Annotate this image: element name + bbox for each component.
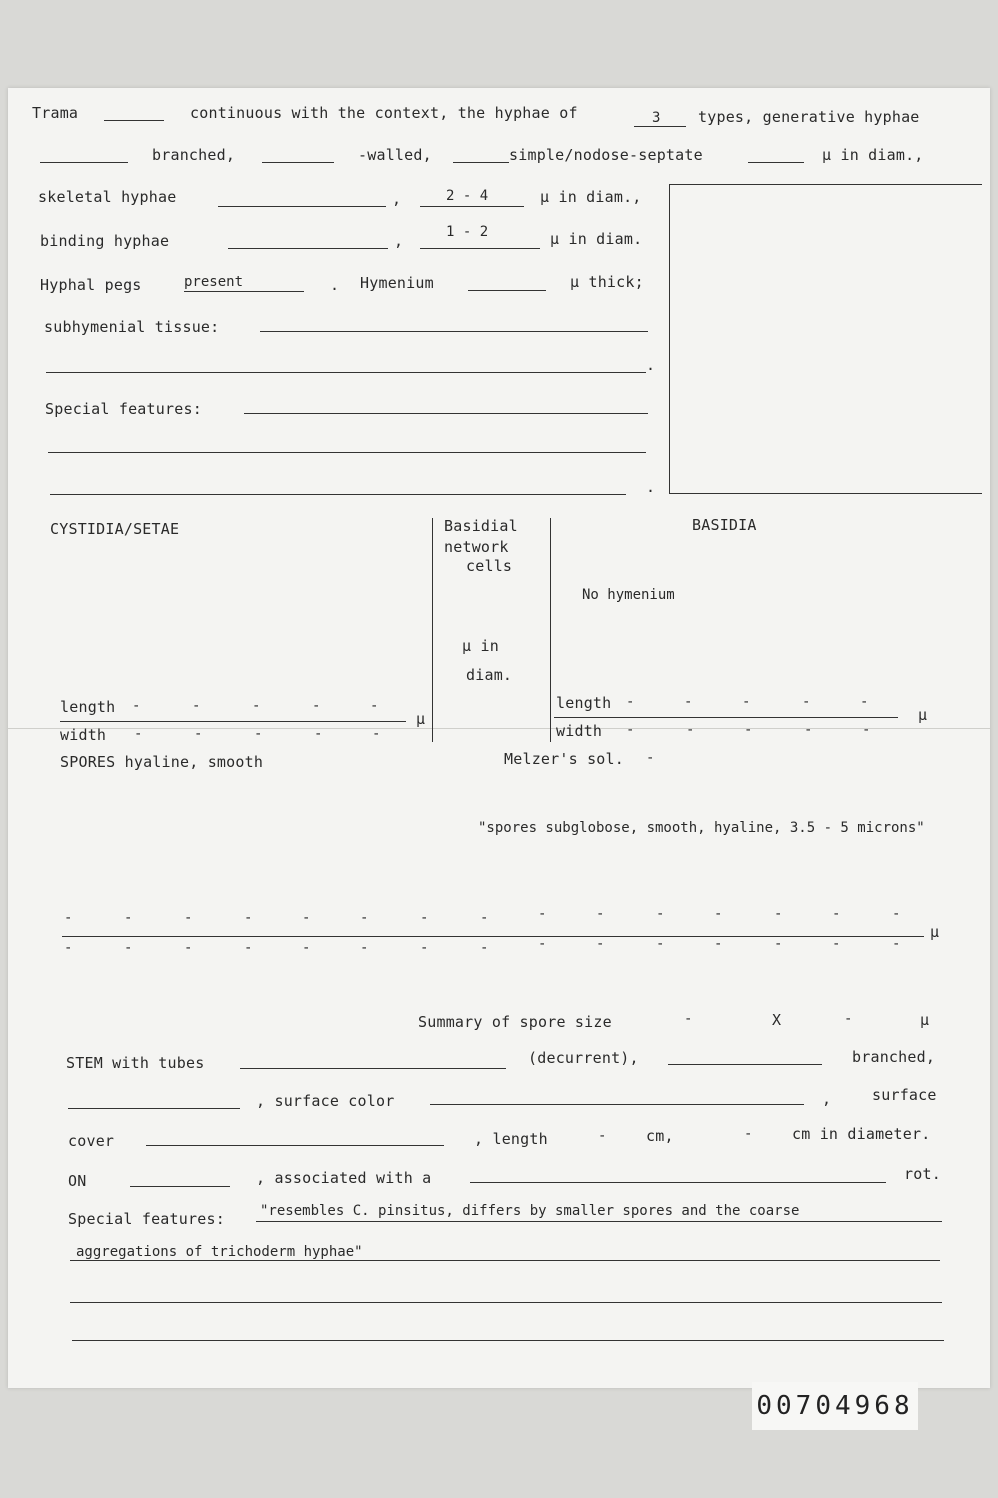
- dash: -: [744, 722, 753, 738]
- dash: -: [714, 906, 723, 922]
- dash: -: [302, 940, 311, 956]
- dash: -: [244, 940, 253, 956]
- skeletal-value: 2 - 4: [446, 188, 489, 204]
- dash: -: [892, 936, 901, 952]
- hymenium-label: Hymenium: [360, 274, 434, 292]
- dash: -: [742, 694, 751, 710]
- summary-label: Summary of spore size: [418, 1013, 612, 1031]
- binding-value-line: [420, 248, 540, 249]
- basidia-length-label: length: [556, 694, 612, 712]
- hymenium-blank: [468, 290, 546, 291]
- binding-blank: [228, 248, 388, 249]
- dash: -: [832, 936, 841, 952]
- dash: -: [686, 722, 695, 738]
- summary-dash-2: -: [844, 1011, 853, 1027]
- surface-comma: ,: [822, 1090, 832, 1108]
- pegs-dot: .: [330, 276, 340, 294]
- dash: -: [64, 910, 73, 926]
- divider-left: [432, 518, 433, 742]
- dash: -: [302, 910, 311, 926]
- length-dash: -: [598, 1128, 607, 1144]
- cover-blank: [146, 1145, 444, 1146]
- branched-label: branched,: [152, 146, 236, 164]
- basidia-width-label: width: [556, 722, 603, 740]
- associated-label: , associated with a: [256, 1169, 432, 1187]
- period-1: .: [646, 356, 656, 374]
- basidia-mu: µ: [918, 706, 928, 724]
- dash: -: [252, 698, 261, 714]
- types-blank: [634, 126, 686, 127]
- cystidia-divider: [60, 721, 406, 722]
- dash: -: [656, 936, 665, 952]
- stem-special-blank-3: [70, 1302, 942, 1303]
- dash: -: [370, 698, 379, 714]
- pegs-label: Hyphal pegs: [40, 276, 142, 294]
- basidia-header: BASIDIA: [692, 516, 757, 534]
- dash: -: [420, 940, 429, 956]
- special-label: Special features:: [45, 400, 202, 418]
- dash: -: [184, 940, 193, 956]
- diam-dash: -: [744, 1126, 753, 1142]
- length-label: , length: [474, 1130, 548, 1148]
- dash: -: [538, 906, 547, 922]
- basidial-line2: network: [444, 538, 509, 556]
- period-2: .: [646, 478, 656, 496]
- stem-special-line1: "resembles C. pinsitus, differs by smaller spores and the coarse: [260, 1203, 800, 1219]
- dash: -: [194, 726, 203, 742]
- stem-special-blank-4: [72, 1340, 944, 1341]
- decurrent-label: (decurrent),: [528, 1049, 639, 1067]
- cystidia-length-label: length: [60, 698, 116, 716]
- walled-label: -walled,: [358, 146, 432, 164]
- surface-label: surface: [872, 1086, 937, 1104]
- skeletal-label: skeletal hyphae: [38, 188, 177, 206]
- dash: -: [626, 694, 635, 710]
- dash: -: [480, 940, 489, 956]
- types-label: types, generative hyphae: [698, 108, 920, 126]
- dash: -: [596, 906, 605, 922]
- rot-label: rot.: [904, 1165, 941, 1183]
- dash: -: [802, 694, 811, 710]
- dash: -: [312, 698, 321, 714]
- dash: -: [774, 936, 783, 952]
- dash: -: [862, 722, 871, 738]
- subhymenial-blank-2: [46, 372, 646, 373]
- types-value: 3: [652, 110, 661, 126]
- basidial-line1: Basidial: [444, 517, 518, 535]
- septate-blank: [453, 162, 509, 163]
- dash: -: [626, 722, 635, 738]
- dash: -: [192, 698, 201, 714]
- melzer-label: Melzer's sol.: [504, 750, 624, 768]
- stem-special-blank-1: [256, 1221, 942, 1222]
- stem-tubes-blank: [240, 1068, 506, 1069]
- skeletal-comma: ,: [392, 190, 402, 208]
- dash: -: [538, 936, 547, 952]
- cover-label: cover: [68, 1132, 115, 1150]
- basidial-line3: cells: [466, 557, 513, 575]
- trama-label: Trama: [32, 104, 79, 122]
- cm-label: cm,: [646, 1127, 674, 1145]
- summary-mu: µ: [920, 1011, 930, 1029]
- dash: -: [372, 726, 381, 742]
- subhymenial-blank: [260, 331, 648, 332]
- dash: -: [244, 910, 253, 926]
- cystidia-header: CYSTIDIA/SETAE: [50, 520, 180, 538]
- dash: -: [254, 726, 263, 742]
- walled-blank: [262, 162, 334, 163]
- skeletal-unit: µ in diam.,: [540, 188, 642, 206]
- cystidia-width-label: width: [60, 726, 107, 744]
- melzer-dash: -: [646, 750, 655, 766]
- divider-right: [550, 518, 551, 742]
- dash: -: [420, 910, 429, 926]
- cm-diam-label: cm in diameter.: [792, 1125, 931, 1143]
- dash: -: [360, 940, 369, 956]
- label-box: [669, 184, 982, 494]
- basidial-diam1: µ in: [462, 637, 499, 655]
- dash: -: [124, 940, 133, 956]
- spores-quote: "spores subglobose, smooth, hyaline, 3.5 - 5 microns": [478, 820, 925, 836]
- dash: -: [132, 698, 141, 714]
- dash: -: [360, 910, 369, 926]
- dash: -: [184, 910, 193, 926]
- dash: -: [480, 910, 489, 926]
- dash: -: [314, 726, 323, 742]
- stem-special-line2: aggregations of trichoderm hyphae": [76, 1244, 363, 1260]
- diam-blank: [748, 162, 804, 163]
- trama-blank: [104, 120, 164, 121]
- skeletal-value-line: [420, 206, 524, 207]
- stem-label: STEM with tubes: [66, 1054, 205, 1072]
- binding-comma: ,: [394, 232, 404, 250]
- dash: -: [714, 936, 723, 952]
- basidia-divider: [554, 717, 898, 718]
- catalog-number: 00704968: [752, 1382, 918, 1430]
- generative-blank: [40, 162, 128, 163]
- basidial-diam2: diam.: [466, 666, 513, 684]
- spore-mu: µ: [930, 923, 940, 941]
- binding-unit: µ in diam.: [550, 230, 643, 248]
- trama-continuous: continuous with the context, the hyphae of: [190, 104, 578, 122]
- dash: -: [134, 726, 143, 742]
- spore-divider: [62, 936, 924, 937]
- surface-color-label: , surface color: [256, 1092, 395, 1110]
- dash: -: [860, 694, 869, 710]
- on-blank: [130, 1186, 230, 1187]
- basidia-note: No hymenium: [582, 587, 675, 603]
- stem-special-blank-2: [70, 1260, 940, 1261]
- dash: -: [596, 936, 605, 952]
- dash: -: [656, 906, 665, 922]
- diam-label: µ in diam.,: [822, 146, 924, 164]
- pegs-line: [184, 291, 304, 292]
- cystidia-mu: µ: [416, 710, 426, 728]
- summary-x: X: [772, 1011, 782, 1029]
- stem-special-label: Special features:: [68, 1210, 225, 1228]
- dash: -: [64, 940, 73, 956]
- skeletal-blank: [218, 206, 386, 207]
- special-blank-2: [48, 452, 646, 453]
- associated-blank: [470, 1182, 886, 1183]
- spores-label: SPORES hyaline, smooth: [60, 753, 264, 771]
- surface-color-blank: [430, 1104, 804, 1105]
- stem-branched-blank: [668, 1064, 822, 1065]
- septate-label: simple/nodose-septate: [509, 146, 703, 164]
- special-blank-1: [244, 413, 648, 414]
- summary-dash-1: -: [684, 1011, 693, 1027]
- thick-label: µ thick;: [570, 273, 644, 291]
- subhymenial-label: subhymenial tissue:: [44, 318, 220, 336]
- dash: -: [684, 694, 693, 710]
- binding-value: 1 - 2: [446, 224, 489, 240]
- special-blank-3: [50, 494, 626, 495]
- dash: -: [774, 906, 783, 922]
- stem-branched-label: branched,: [852, 1048, 936, 1066]
- dash: -: [892, 906, 901, 922]
- stem-blank-2: [68, 1108, 240, 1109]
- dash: -: [124, 910, 133, 926]
- fold-line: [8, 728, 990, 729]
- pegs-value: present: [184, 274, 244, 290]
- dash: -: [804, 722, 813, 738]
- binding-label: binding hyphae: [40, 232, 170, 250]
- dash: -: [832, 906, 841, 922]
- on-label: ON: [68, 1172, 87, 1190]
